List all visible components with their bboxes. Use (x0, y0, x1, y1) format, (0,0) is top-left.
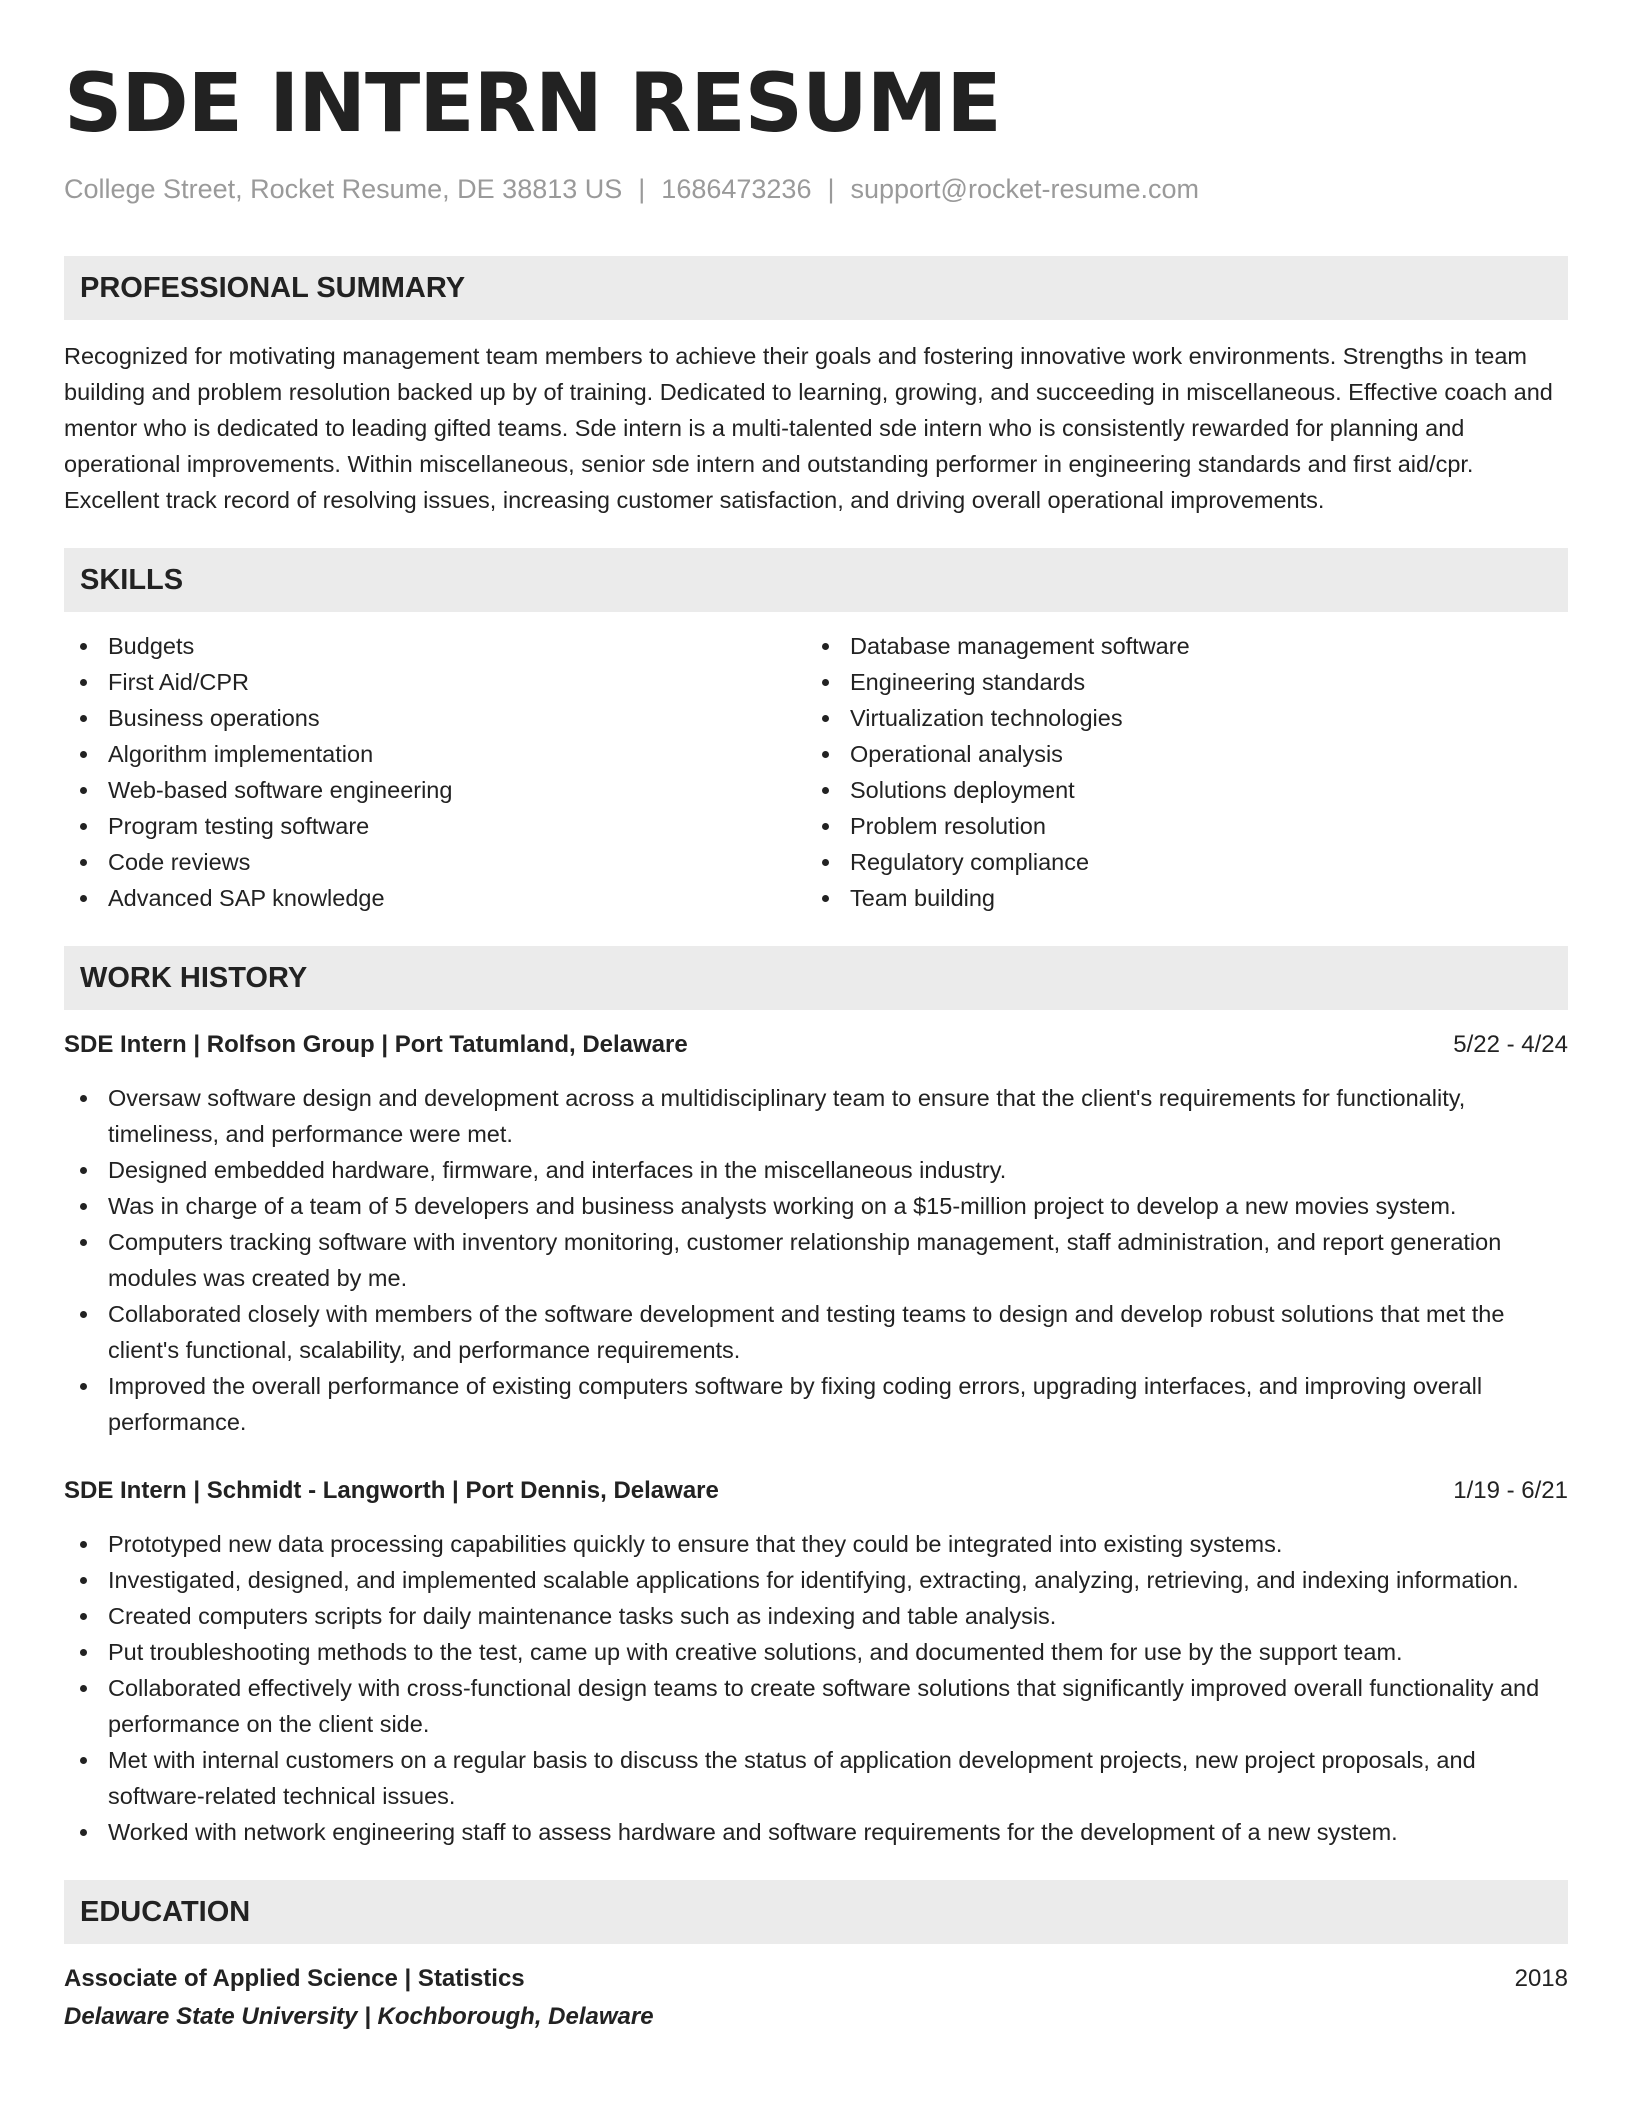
skill-item: First Aid/CPR (64, 664, 806, 700)
summary-text: Recognized for motivating management team members to achieve their goals and fostering innovative work environments. Strengths in team building and problem resolution backed up by of training. Dedicated to learning, growing, and succeeding in miscellaneous. Effective coach and mentor who is dedicated to leading gifted teams. Sde intern is a multi-talented sde intern who is consistently rewarded for planning and operational improvements. Within miscellaneous, senior sde intern and outstanding performer in engineering standards and first aid/cpr. Excellent track record of resolving issues, increasing customer satisfaction, and driving overall operational improvements. (64, 343, 1553, 513)
skill-item: Virtualization technologies (806, 700, 1548, 736)
job-bullet: Collaborated closely with members of the software development and testing teams to design and develop robust solutions that met the client's functional, scalability, and performance requirements. (64, 1296, 1568, 1368)
job-bullet: Created computers scripts for daily maintenance tasks such as indexing and table analysis. (64, 1598, 1568, 1634)
job-bullet: Improved the overall performance of existing computers software by fixing coding errors, upgrading interfaces, and improving overall performance. (64, 1368, 1568, 1440)
education-heading (64, 1962, 1568, 1996)
job-bullet: Met with internal customers on a regular basis to discuss the status of application development projects, new project proposals, and software-related technical issues. (64, 1742, 1568, 1814)
education-header: EDUCATION (64, 1880, 1568, 1944)
education-year: 2018 (1514, 1965, 1568, 1992)
job-bullets (64, 1526, 1568, 1850)
education-school: Delaware State University | Kochborough, Delaware (64, 2003, 654, 2030)
skill-item: Web-based software engineering (64, 772, 806, 808)
job-title: SDE Intern | Rolfson Group | Port Tatumland, Delaware (64, 1031, 688, 1058)
phone-text: 1686473236 (661, 174, 812, 204)
job-heading (64, 1028, 1568, 1062)
summary-header: PROFESSIONAL SUMMARY (64, 256, 1568, 320)
job-bullet: Worked with network engineering staff to assess hardware and software requirements for the development of a new system. (64, 1814, 1568, 1850)
skill-item: Solutions deployment (806, 772, 1548, 808)
skill-item: Budgets (64, 628, 806, 664)
job-bullet: Put troubleshooting methods to the test, came up with creative solutions, and documented them for use by the support team. (64, 1634, 1568, 1670)
contact-separator: | (638, 174, 646, 204)
job-title: SDE Intern | Schmidt - Langworth | Port Dennis, Delaware (64, 1477, 719, 1504)
skill-item: Regulatory compliance (806, 844, 1548, 880)
resume-title: SDE INTERN RESUME (64, 57, 1001, 151)
address-text: College Street, Rocket Resume, DE 38813 US (64, 174, 623, 204)
skills-column-right (806, 628, 1548, 916)
job-heading (64, 1474, 1568, 1508)
job-bullet: Collaborated effectively with cross-functional design teams to create software solutions that significantly improved overall functionality and performance on the client side. (64, 1670, 1568, 1742)
job-bullet: Prototyped new data processing capabilities quickly to ensure that they could be integrated into existing systems. (64, 1526, 1568, 1562)
job-bullet: Designed embedded hardware, firmware, and interfaces in the miscellaneous industry. (64, 1152, 1568, 1188)
job-bullet: Was in charge of a team of 5 developers and business analysts working on a $15-million project to develop a new movies system. (64, 1188, 1568, 1224)
job-bullets (64, 1080, 1568, 1440)
email-text: support@rocket-resume.com (850, 174, 1200, 204)
skill-item: Team building (806, 880, 1548, 916)
skill-item: Program testing software (64, 808, 806, 844)
contact-line (64, 172, 1568, 206)
skill-item: Database management software (806, 628, 1548, 664)
skill-item: Engineering standards (806, 664, 1548, 700)
work-history-header: WORK HISTORY (64, 946, 1568, 1010)
job-bullet: Oversaw software design and development across a multidisciplinary team to ensure that the client's requirements for functionality, timeliness, and performance were met. (64, 1080, 1568, 1152)
skill-item: Problem resolution (806, 808, 1548, 844)
contact-separator: | (827, 174, 835, 204)
skill-item: Code reviews (64, 844, 806, 880)
skills-list (64, 628, 1568, 916)
job-dates: 1/19 - 6/21 (1453, 1477, 1568, 1504)
skill-item: Advanced SAP knowledge (64, 880, 806, 916)
skill-item: Algorithm implementation (64, 736, 806, 772)
skill-item: Operational analysis (806, 736, 1548, 772)
skills-column-left (64, 628, 806, 916)
job-bullet: Computers tracking software with inventory monitoring, customer relationship management, staff administration, and report generation modules was created by me. (64, 1224, 1568, 1296)
skills-header: SKILLS (64, 548, 1568, 612)
job-dates: 5/22 - 4/24 (1453, 1031, 1568, 1058)
skill-item: Business operations (64, 700, 806, 736)
job-bullet: Investigated, designed, and implemented scalable applications for identifying, extracting, analyzing, retrieving, and indexing information. (64, 1562, 1568, 1598)
education-degree: Associate of Applied Science | Statistics (64, 1965, 525, 1992)
